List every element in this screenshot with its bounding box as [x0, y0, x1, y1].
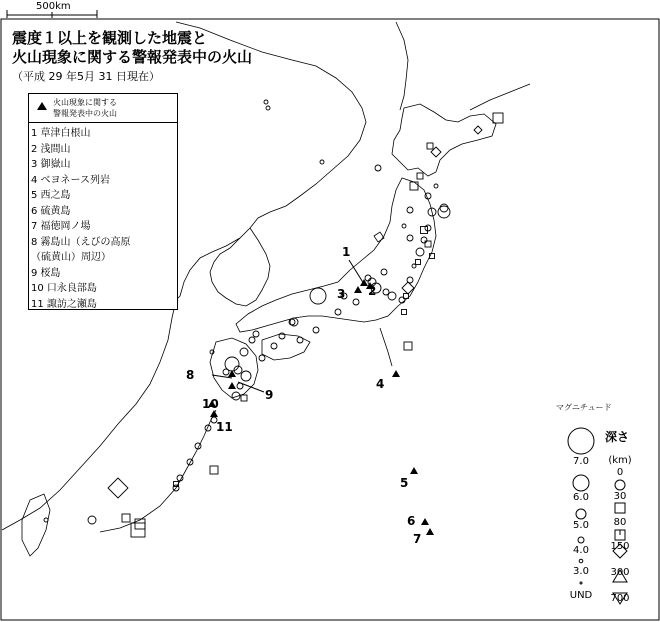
earthquake-symbol	[210, 466, 218, 474]
earthquake-symbol	[297, 337, 303, 343]
volcano-triangle	[426, 528, 434, 535]
izu-islands	[380, 328, 392, 366]
map-title-line2: 火山現象に関する警報発表中の火山	[12, 48, 253, 66]
depth-label: 80	[613, 517, 627, 528]
volcano-list-item: 6 硫黄島	[31, 205, 71, 217]
volcano-triangle	[354, 286, 362, 293]
mag-und-symbol	[580, 582, 582, 584]
volcano-list-item: 2 浅間山	[31, 143, 71, 155]
earthquake-symbol	[421, 237, 427, 243]
depth-label: 150	[610, 541, 630, 552]
volcano-list	[31, 126, 131, 312]
earthquake-symbol	[353, 299, 359, 305]
depth-30-symbol	[615, 503, 625, 513]
shikoku	[262, 334, 310, 360]
volcano-marker-1: 1	[342, 245, 351, 259]
korean-peninsula	[210, 228, 270, 306]
map-subtitle: （平成 29 年5月 31 日現在）	[12, 70, 160, 83]
volcano-marker-4: 4	[376, 377, 385, 391]
earthquake-symbol	[425, 193, 431, 199]
sakhalin	[396, 22, 408, 110]
earthquake-symbol	[381, 269, 387, 275]
earthquake-symbol	[404, 342, 412, 350]
earthquake-symbol	[399, 297, 405, 303]
earthquake-symbol	[313, 327, 319, 333]
earthquake-symbol	[335, 309, 341, 315]
legend-header-line1: 火山現象に関する	[53, 98, 117, 107]
earthquake-symbol	[44, 518, 48, 522]
volcano-triangle	[421, 518, 429, 525]
depth-label: 0	[616, 467, 624, 478]
earthquake-symbol	[375, 165, 381, 171]
earthquake-symbol	[407, 207, 413, 213]
earthquake-symbol	[241, 395, 247, 401]
earthquake-symbol	[440, 204, 448, 212]
earthquake-symbol	[416, 248, 424, 256]
depth-label: 700	[610, 593, 630, 604]
earthquake-symbol	[310, 288, 326, 304]
earthquake-symbol	[122, 514, 130, 522]
earthquake-symbol	[264, 100, 268, 104]
china-coast	[2, 300, 176, 530]
earthquake-symbol	[241, 371, 251, 381]
volcano-marker-3: 3	[337, 287, 346, 301]
magnitude-label: UND	[569, 590, 593, 601]
magnitude-label: 5.0	[573, 520, 589, 531]
sado-island	[374, 232, 384, 242]
magnitude-label: 7.0	[573, 456, 589, 467]
mag-3-symbol	[579, 559, 583, 563]
volcano-list-item: 9 桜島	[31, 267, 61, 279]
magnitude-label: 3.0	[573, 566, 589, 577]
mag-4-symbol	[578, 537, 584, 543]
volcano-list-item: 11 諏訪之瀬島	[31, 298, 97, 310]
depth-label: 30	[613, 491, 627, 502]
earthquake-symbol	[259, 355, 265, 361]
kuril-islands	[470, 84, 530, 110]
earthquake-symbol	[135, 519, 145, 529]
earthquake-symbol	[266, 106, 270, 110]
earthquake-symbol	[320, 160, 324, 164]
depth-0-symbol	[615, 480, 625, 490]
magnitude-legend-symbols	[568, 428, 594, 584]
earthquake-symbol	[131, 523, 145, 537]
volcano-marker-6: 6	[407, 514, 416, 528]
depth-label: 300	[610, 567, 630, 578]
magnitude-label: 6.0	[573, 492, 589, 503]
volcano-marker-9: 9	[265, 388, 274, 402]
volcano-legend-header	[29, 94, 177, 123]
earthquake-symbol	[410, 182, 418, 190]
depth-legend-unit: (km)	[608, 455, 632, 466]
volcano-triangles	[208, 279, 434, 535]
earthquake-symbol	[402, 224, 406, 228]
earthquake-symbol	[402, 310, 407, 315]
depth-legend-title: 深さ	[605, 430, 630, 444]
earthquake-symbol	[416, 260, 421, 265]
hokkaido	[392, 104, 496, 176]
magnitude-legend-title: マグニチュード	[556, 403, 612, 412]
volcano-triangle-icon	[37, 102, 47, 110]
volcano-list-item: 10 口永良部島	[31, 283, 97, 294]
ryukyu-islands	[100, 410, 216, 532]
mag-7-symbol	[568, 428, 594, 454]
scale-bar-label: 500km	[36, 1, 71, 12]
volcano-marker-8: 8	[186, 368, 195, 382]
earthquake-symbol	[388, 292, 396, 300]
earthquake-symbol	[434, 184, 438, 188]
magnitude-label: 4.0	[573, 545, 589, 556]
volcano-triangle	[228, 382, 236, 389]
volcano-triangle	[392, 370, 400, 377]
earthquake-symbol	[249, 337, 255, 343]
volcano-marker-7: 7	[413, 532, 422, 546]
volcano-marker-10: 10	[202, 397, 219, 411]
earthquake-symbol	[271, 343, 277, 349]
mag-6-symbol	[573, 475, 589, 491]
earthquake-symbol	[417, 173, 423, 179]
volcano-list-item: 4 ベヨネース列岩	[31, 174, 111, 186]
earthquake-symbol	[427, 143, 433, 149]
legend-header-line2: 警報発表中の火山	[53, 109, 117, 118]
earthquake-symbol	[240, 348, 248, 356]
earthquake-symbol	[407, 235, 413, 241]
earthquake-symbol	[253, 331, 259, 337]
volcano-marker-11: 11	[216, 420, 233, 434]
earthquake-symbol	[88, 516, 96, 524]
earthquake-symbol	[431, 147, 441, 157]
volcano-marker-5: 5	[400, 476, 409, 490]
volcano-list-item: 3 御嶽山	[31, 159, 71, 170]
map-title-line1: 震度１以上を観測した地震と	[12, 29, 208, 47]
volcano-triangle	[410, 467, 418, 474]
earthquake-symbol	[421, 227, 428, 234]
volcano-triangle	[210, 410, 218, 417]
volcano-list-item: 8 霧島山（えびの高原	[31, 236, 131, 248]
earthquake-symbol	[425, 225, 431, 231]
volcano-list-item: 7 福徳岡ノ場	[31, 221, 91, 232]
mag-5-symbol	[576, 509, 586, 519]
earthquake-symbol	[223, 369, 229, 375]
volcano-list-item: 5 西之島	[31, 190, 71, 201]
earthquake-symbol	[108, 478, 128, 498]
volcano-list-item: （硫黄山）周辺）	[31, 252, 111, 263]
volcano-list-item: 1 草津白根山	[31, 128, 91, 139]
volcano-legend	[28, 93, 178, 310]
earthquake-symbol	[493, 113, 503, 123]
earthquake-symbol	[474, 126, 482, 134]
volcano-marker-2: 2	[368, 284, 377, 298]
